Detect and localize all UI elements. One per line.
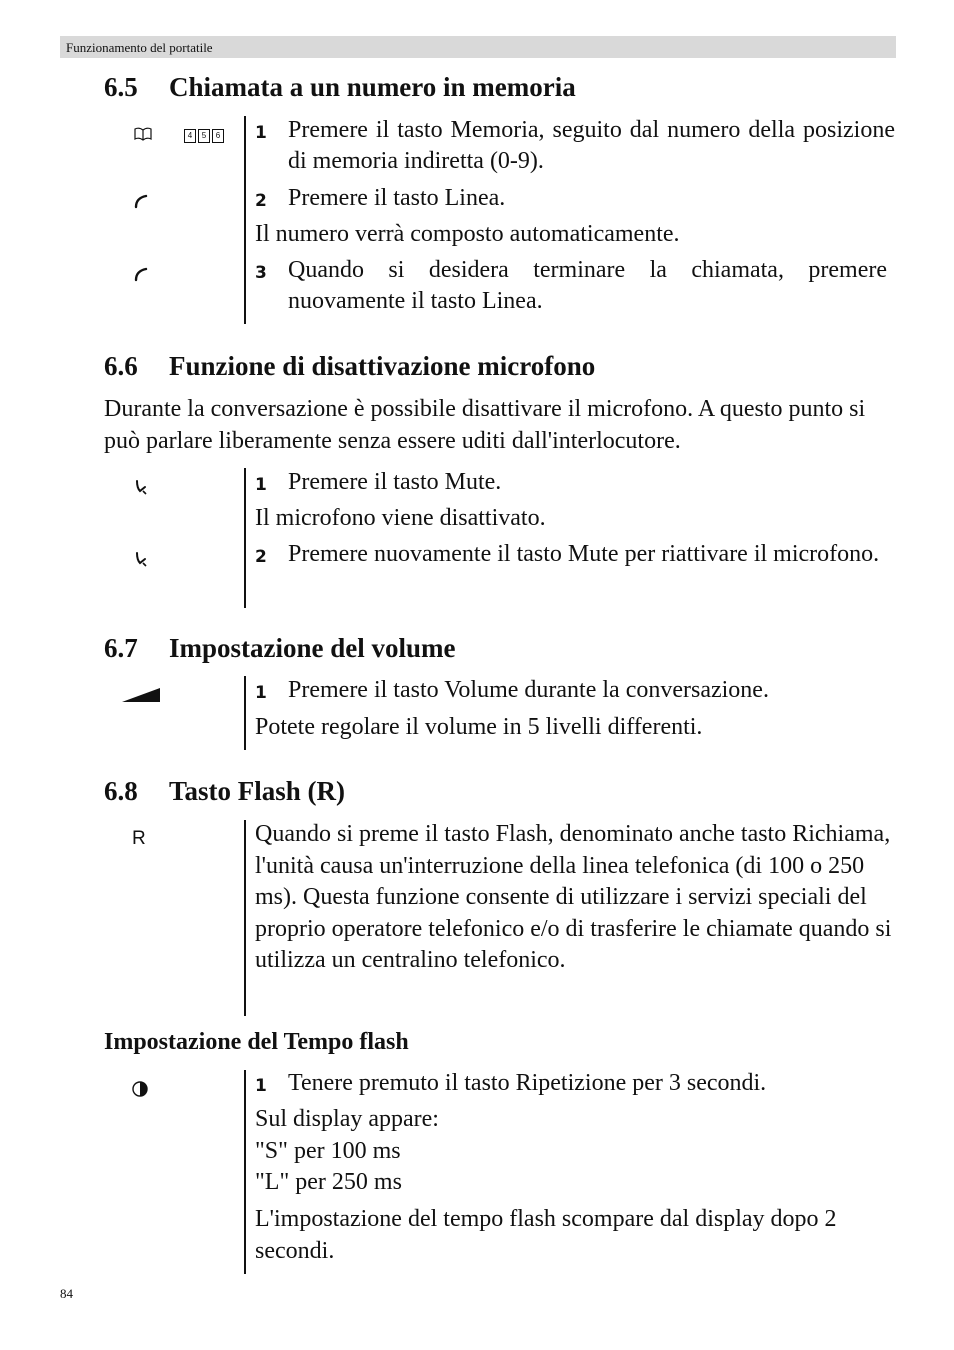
step-number: 3 bbox=[255, 263, 267, 283]
display-block bbox=[255, 1104, 895, 1199]
section-title: Impostazione del volume bbox=[169, 633, 456, 663]
step-text: Quando si desidera terminare la chiamata, premere nuovamente il tasto Linea. bbox=[288, 257, 887, 314]
section-6-6-heading bbox=[104, 350, 595, 382]
step-text: Premere il tasto Linea. bbox=[288, 185, 506, 211]
line-key-icon bbox=[133, 266, 149, 286]
step-number: 1 bbox=[255, 123, 267, 143]
step-note: Potete regolare il volume in 5 livelli differenti. bbox=[255, 714, 703, 740]
section-6-5-heading bbox=[104, 71, 576, 103]
book-icon bbox=[134, 126, 152, 140]
page-number: 84 bbox=[60, 1286, 73, 1301]
step-number: 2 bbox=[255, 547, 267, 567]
keypad-keys-icon bbox=[184, 129, 224, 143]
step-text: Premere il tasto Mute. bbox=[288, 469, 502, 495]
step-number: 1 bbox=[255, 683, 267, 703]
section-6-7-rule bbox=[244, 676, 246, 750]
section-6-8-rule bbox=[244, 820, 246, 1016]
step-text: Premere il tasto Volume durante la conversazione. bbox=[288, 677, 769, 703]
flash-key-icon: R bbox=[132, 828, 146, 849]
step-item bbox=[255, 675, 895, 706]
redial-key-icon bbox=[131, 1080, 149, 1102]
section-body: Quando si preme il tasto Flash, denominato anche tasto Richiama, l'unità causa un'interruzione della linea telefonica (di 100 o 250 ms). Questa funzione consente di utilizzare i servizi speciali del proprio operatore telefonico e/o di trasferire le chiamate quando si utilizza un centralino telefonico. bbox=[255, 821, 892, 973]
section-intro: Durante la conversazione è possibile disattivare il microfono. A questo punto si può parlare liberamente senza essere uditi dall'interlocutore. bbox=[104, 396, 866, 454]
keypad-key: 4 bbox=[184, 129, 196, 143]
section-6-7-heading bbox=[104, 632, 456, 664]
step-text: Premere nuovamente il tasto Mute per riattivare il microfono. bbox=[288, 541, 880, 567]
section-number: 6.8 bbox=[104, 776, 138, 806]
step-note: L'impostazione del tempo flash scompare dal display dopo 2 secondi. bbox=[255, 1206, 837, 1264]
keypad-key: 6 bbox=[212, 129, 224, 143]
subsection-rule bbox=[244, 1070, 246, 1274]
section-6-8-heading bbox=[104, 775, 345, 807]
display-line: "L" per 250 ms bbox=[255, 1169, 402, 1195]
step-number: 2 bbox=[255, 191, 267, 211]
section-number: 6.7 bbox=[104, 633, 138, 663]
display-line: "S" per 100 ms bbox=[255, 1137, 401, 1164]
step-number: 1 bbox=[255, 475, 267, 495]
step-text: Premere il tasto Memoria, seguito dal numero della posizione di memoria indiretta (0-9). bbox=[288, 117, 895, 174]
section-title: Tasto Flash (R) bbox=[169, 776, 346, 806]
display-intro: Sul display appare: bbox=[255, 1106, 439, 1132]
section-number: 6.5 bbox=[104, 72, 138, 102]
volume-key-icon bbox=[122, 686, 162, 708]
line-key-icon bbox=[133, 193, 149, 213]
section-6-6-rule bbox=[244, 468, 246, 608]
section-title: Chiamata a un numero in memoria bbox=[169, 72, 576, 102]
step-number: 1 bbox=[255, 1076, 267, 1096]
step-item bbox=[255, 255, 887, 317]
subsection-heading: Impostazione del Tempo flash bbox=[104, 1029, 409, 1055]
step-note: Il microfono viene disattivato. bbox=[255, 505, 546, 531]
step-item bbox=[255, 1068, 895, 1099]
step-item bbox=[255, 467, 895, 498]
mute-key-icon bbox=[133, 478, 149, 500]
running-header: Funzionamento del portatile bbox=[66, 40, 213, 55]
section-number: 6.6 bbox=[104, 351, 138, 381]
step-item bbox=[255, 183, 895, 214]
section-title: Funzione di disattivazione microfono bbox=[169, 351, 596, 381]
step-note: Il numero verrà composto automaticamente. bbox=[255, 221, 680, 247]
keypad-key: 5 bbox=[198, 129, 210, 143]
step-item bbox=[255, 115, 895, 177]
section-6-5-rule bbox=[244, 116, 246, 324]
mute-key-icon bbox=[133, 550, 149, 572]
step-text: Tenere premuto il tasto Ripetizione per 3 secondi. bbox=[288, 1070, 767, 1096]
step-item bbox=[255, 539, 887, 570]
